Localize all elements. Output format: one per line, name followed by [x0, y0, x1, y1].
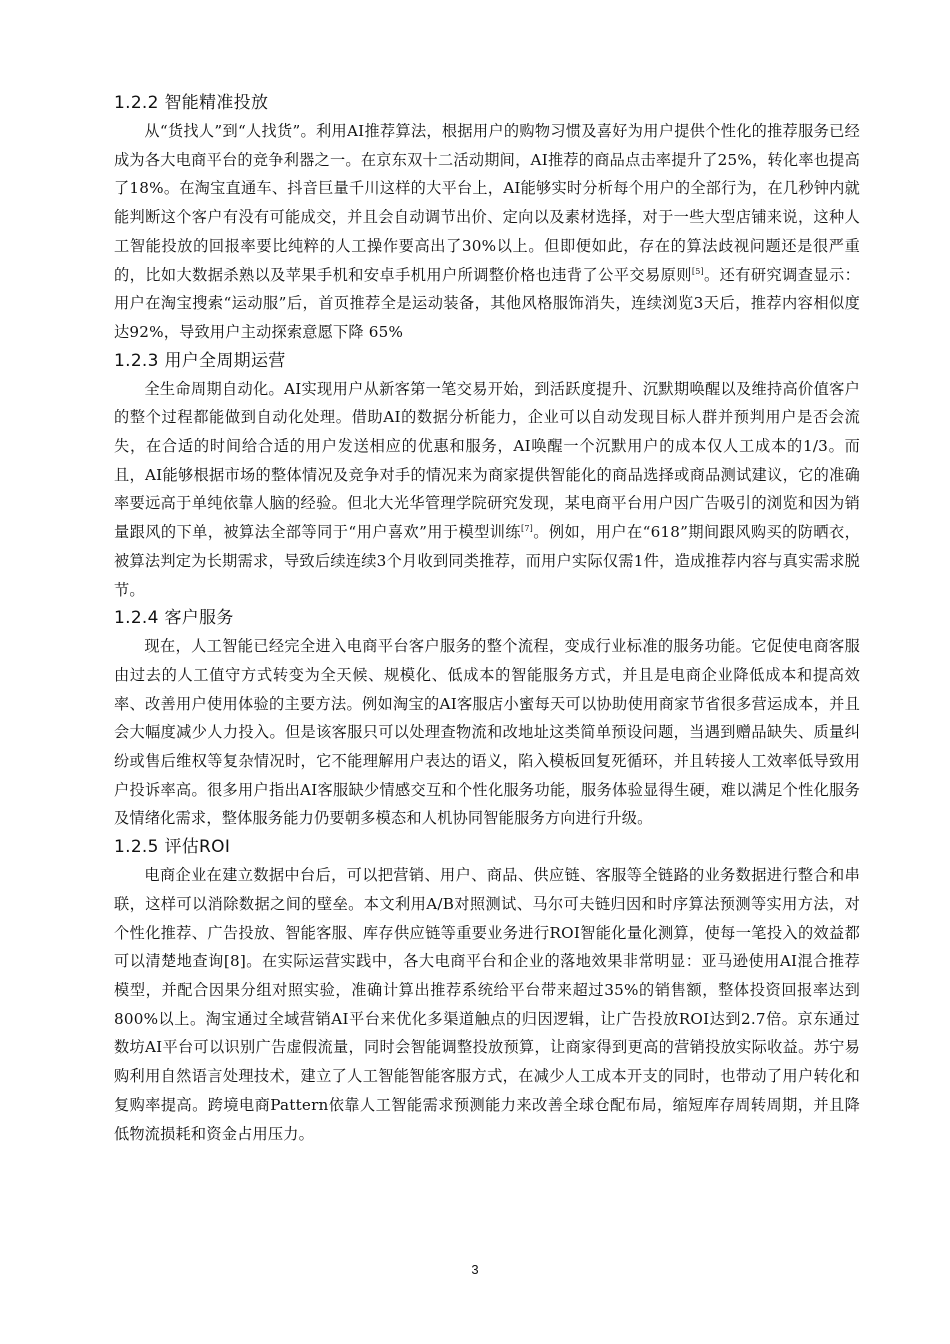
page-number: 3: [471, 1262, 479, 1277]
section-heading-1-2-3: 1.2.3 用户全周期运营: [114, 350, 286, 371]
paragraph-text: 从“货找人”到“人找货”。利用AI推荐算法，根据用户的购物习惯及喜好为用户提供个性化的推荐服务已经成为各大电商平台的竞争利器之一。在京东双十二活动期间，AI推荐的商品点击率提升了25%，转化率也提高了18%。在淘宝直通车、抖音巨量千川这样的大平台上，AI能够实时分析每个用户的全部行为，在几秒钟内就能判断这个客户有没有可能成交，并且会自动调节出价、定向以及素材选择，对于一些大型店铺来说，这种人工智能投放的回报率要比纯粹的人工操作要高出了30%以上。但即便如此，存在的算法歧视问题还是很严重的，比如大数据杀熟以及苹果手机和安卓手机用户所调整价格也违背了公平交易原则: [114, 122, 860, 284]
section-heading-1-2-5: 1.2.5 评估ROI: [114, 837, 231, 858]
section-paragraph-1-2-4: [114, 632, 860, 833]
paragraph-text: 。例如，用户在“618”期间跟风购买的防晒衣，被算法判定为长期需求，导致后续连续3个月收到同类推荐，而用户实际仅需1件，造成推荐内容与真实需求脱节。: [114, 523, 860, 599]
section-heading-1-2-2: 1.2.2 智能精准投放: [114, 93, 269, 113]
paragraph-text: 现在，人工智能已经完全进入电商平台客户服务的整个流程，变成行业标准的服务功能。它促使电商客服由过去的人工值守方式转变为全天候、规模化、低成本的智能服务方式，并且是电商企业降低成本和提高效率、改善用户使用体验的主要方法。例如淘宝的AI客服店小蜜每天可以协助使用商家节省很多营运成本，并且会大幅度减少人力投入。但是该客服只可以处理查物流和改地址这类简单预设问题，当遇到赠品缺失、质量纠纷或售后维权等复杂情况时，它不能理解用户表达的语义，陷入模板回复死循环，并且转接人工效率低导致用户投诉率高。很多用户指出AI客服缺少情感交互和个性化服务功能，服务体验显得生硬，难以满足个性化服务及情绪化需求，整体服务能力仍要朝多模态和人机协同智能服务方向进行升级。: [114, 637, 860, 828]
section-heading-1-2-4: 1.2.4 客户服务: [114, 608, 234, 629]
page-content: [114, 89, 860, 1148]
section-paragraph-1-2-5: [114, 861, 860, 1148]
paragraph-text: 全生命周期自动化。AI实现用户从新客第一笔交易开始，到活跃度提升、沉默期唤醒以及维持高价值客户的整个过程都能做到自动化处理。借助AI的数据分析能力，企业可以自动发现目标人群并预判用户是否会流失，在合适的时间给合适的用户发送相应的优惠和服务，AI唤醒一个沉默用户的成本仅人工成本的1/3。而且，AI能够根据市场的整体情况及竞争对手的情况来为商家提供智能化的商品选择或商品测试建议，它的准确率要远高于单纯依靠人脑的经验。但北大光华管理学院研究发现，某电商平台用户因广告吸引的浏览和因为销量跟风的下单，被算法全部等同于“用户喜欢”用于模型训练: [114, 379, 860, 542]
section-paragraph-1-2-3: [114, 375, 860, 605]
paragraph-text: 电商企业在建立数据中台后，可以把营销、用户、商品、供应链、客服等全链路的业务数据进行整合和串联，这样可以消除数据之间的壁垒。本文利用A/B对照测试、马尔可夫链归因和时序算法预测等实用方法，对个性化推荐、广告投放、智能客服、库存供应链等重要业务进行ROI智能化量化测算，使每一笔投入的效益都可以清楚地查询[8]。在实际运营实践中，各大电商平台和企业的落地效果非常明显：亚马逊使用AI混合推荐模型，并配合因果分组对照实验，准确计算出推荐系统给平台带来超过35%的销售额，整体投资回报率达到800%以上。淘宝通过全域营销AI平台来优化多渠道触点的归因逻辑，让广告投放ROI达到2.7倍。京东通过数坊AI平台可以识别广告虚假流量，同时会智能调整投放预算，让商家得到更高的营销投放实际收益。苏宁易购利用自然语言处理技术，建立了人工智能智能客服方式，在减少人工成本开支的同时，也带动了用户转化和复购率提高。跨境电商Pattern依靠人工智能需求预测能力来改善全球仓配布局，缩短库存周转周期，并且降低物流损耗和资金占用压力。: [114, 866, 860, 1143]
citation-ref: [7]: [521, 524, 533, 534]
paragraph-text: 。还有研究调查显示：用户在淘宝搜索“运动服”后，首页推荐全是运动装备，其他风格服饰消失，连续浏览3天后，推荐内容相似度达92%，导致用户主动探索意愿下降 65%: [114, 265, 860, 341]
citation-ref: [5]: [691, 266, 704, 276]
section-paragraph-1-2-2: [114, 117, 860, 347]
